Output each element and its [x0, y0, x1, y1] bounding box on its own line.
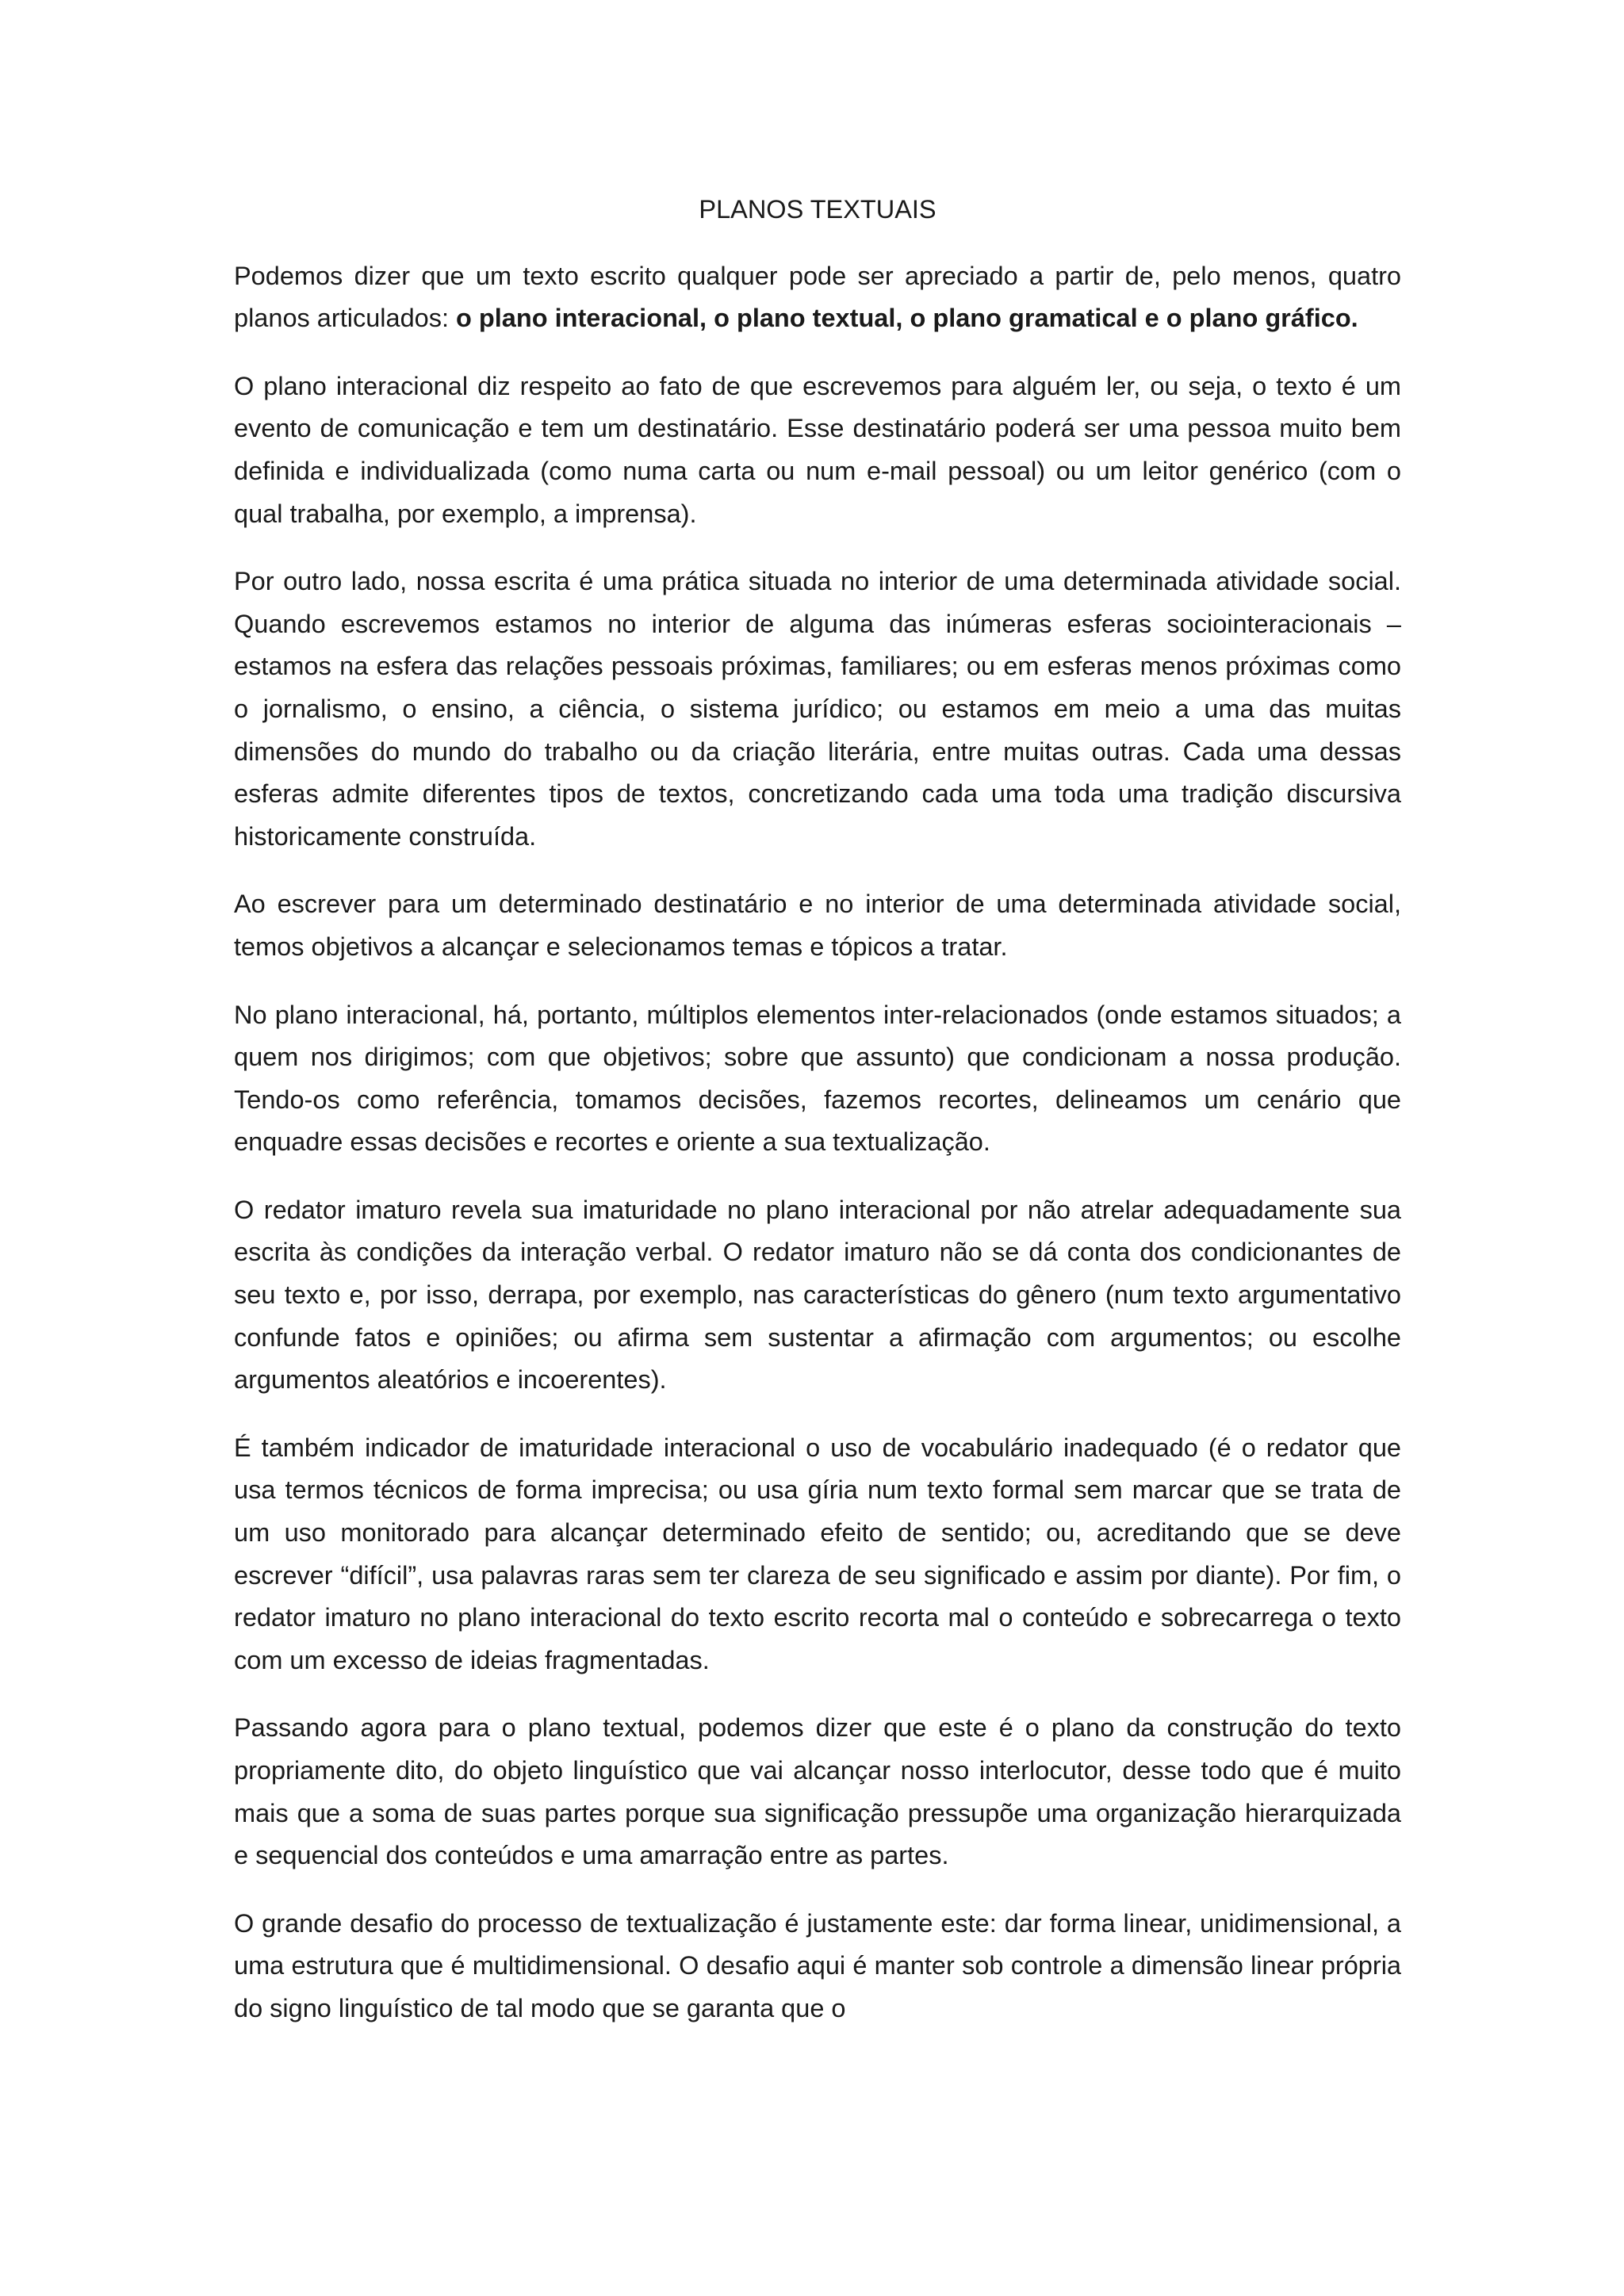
- document-body: [234, 189, 1401, 2056]
- paragraph-elementos: No plano interacional, há, portanto, múltiplos elementos inter-relacionados (onde estamos situados; a quem nos dirigimos; com que objetivos; sobre que assunto) que condicionam a nossa produção. Tendo-os como referência, tomamos decisões, fazemos recortes, delineamos um cenário que enquadre essas decisões e recortes e oriente a sua textualização.: [234, 1000, 1401, 1157]
- paragraph-plano-interacional: O plano interacional diz respeito ao fato de que escrevemos para alguém ler, ou seja, o texto é um evento de comunicação e tem um destinatário. Esse destinatário poderá ser uma pessoa muito bem definida e individualizada (como numa carta ou num e-mail pessoal) ou um leitor genérico (com o qual trabalha, por exemplo, a imprensa).: [234, 371, 1401, 528]
- document-title: PLANOS TEXTUAIS: [699, 195, 936, 224]
- paragraph-redator-imaturo: O redator imaturo revela sua imaturidade no plano interacional por não atrelar adequadamente sua escrita às condições da interação verbal. O redator imaturo não se dá conta dos condicionantes de seu texto e, por isso, derrapa, por exemplo, nas características do gênero (num texto argumentativo confunde fatos e opiniões; ou afirma sem sustentar a afirmação com argumentos; ou escolhe argumentos aleatórios e incoerentes).: [234, 1195, 1401, 1395]
- intro-bold-text: o plano interacional, o plano textual, o plano gramatical e o plano gráfico.: [456, 304, 1358, 333]
- intro-paragraph: [234, 255, 1401, 340]
- paragraph-vocabulario: É também indicador de imaturidade interacional o uso de vocabulário inadequado (é o redator que usa termos técnicos de forma imprecisa; ou usa gíria num texto formal sem marcar que se trata de um uso monitorado para alcançar determinado efeito de sentido; ou, acreditando que se deve escrever “difícil”, usa palavras raras sem ter clareza de seu significado e assim por diante). Por fim, o redator imaturo no plano interacional do texto escrito recorta mal o conteúdo e sobrecarrega o texto com um excesso de ideias fragmentadas.: [234, 1433, 1401, 1674]
- paragraph-objetivos: Ao escrever para um determinado destinatário e no interior de uma determinada atividade social, temos objetivos a alcançar e selecionamos temas e tópicos a tratar.: [234, 890, 1401, 961]
- intro-text: Podemos dizer que um texto escrito qualquer pode ser apreciado a partir de, pelo menos, quatro planos articulados:: [234, 261, 1401, 333]
- paragraph-textualizacao: O grande desafio do processo de textualização é justamente este: dar forma linear, unidimensional, a uma estrutura que é multidimensional. O desafio aqui é manter sob controle a dimensão linear própria do signo linguístico de tal modo que se garanta que o: [234, 1908, 1401, 2022]
- paragraph-atividade-social: Por outro lado, nossa escrita é uma prática situada no interior de uma determinada atividade social. Quando escrevemos estamos no interior de alguma das inúmeras esferas sociointeracionais – estamos na esfera das relações pessoais próximas, familiares; ou em esferas menos próximas como o jornalismo, o ensino, a ciência, o sistema jurídico; ou estamos em meio a uma das muitas dimensões do mundo do trabalho ou da criação literária, entre muitas outras. Cada uma dessas esferas admite diferentes tipos de textos, concretizando cada uma toda uma tradição discursiva historicamente construída.: [234, 567, 1401, 851]
- paragraph-plano-textual: Passando agora para o plano textual, podemos dizer que este é o plano da construção do texto propriamente dito, do objeto linguístico que vai alcançar nosso interlocutor, desse todo que é muito mais que a soma de suas partes porque sua significação pressupõe uma organização hierarquizada e sequencial dos conteúdos e uma amarração entre as partes.: [234, 1713, 1401, 1870]
